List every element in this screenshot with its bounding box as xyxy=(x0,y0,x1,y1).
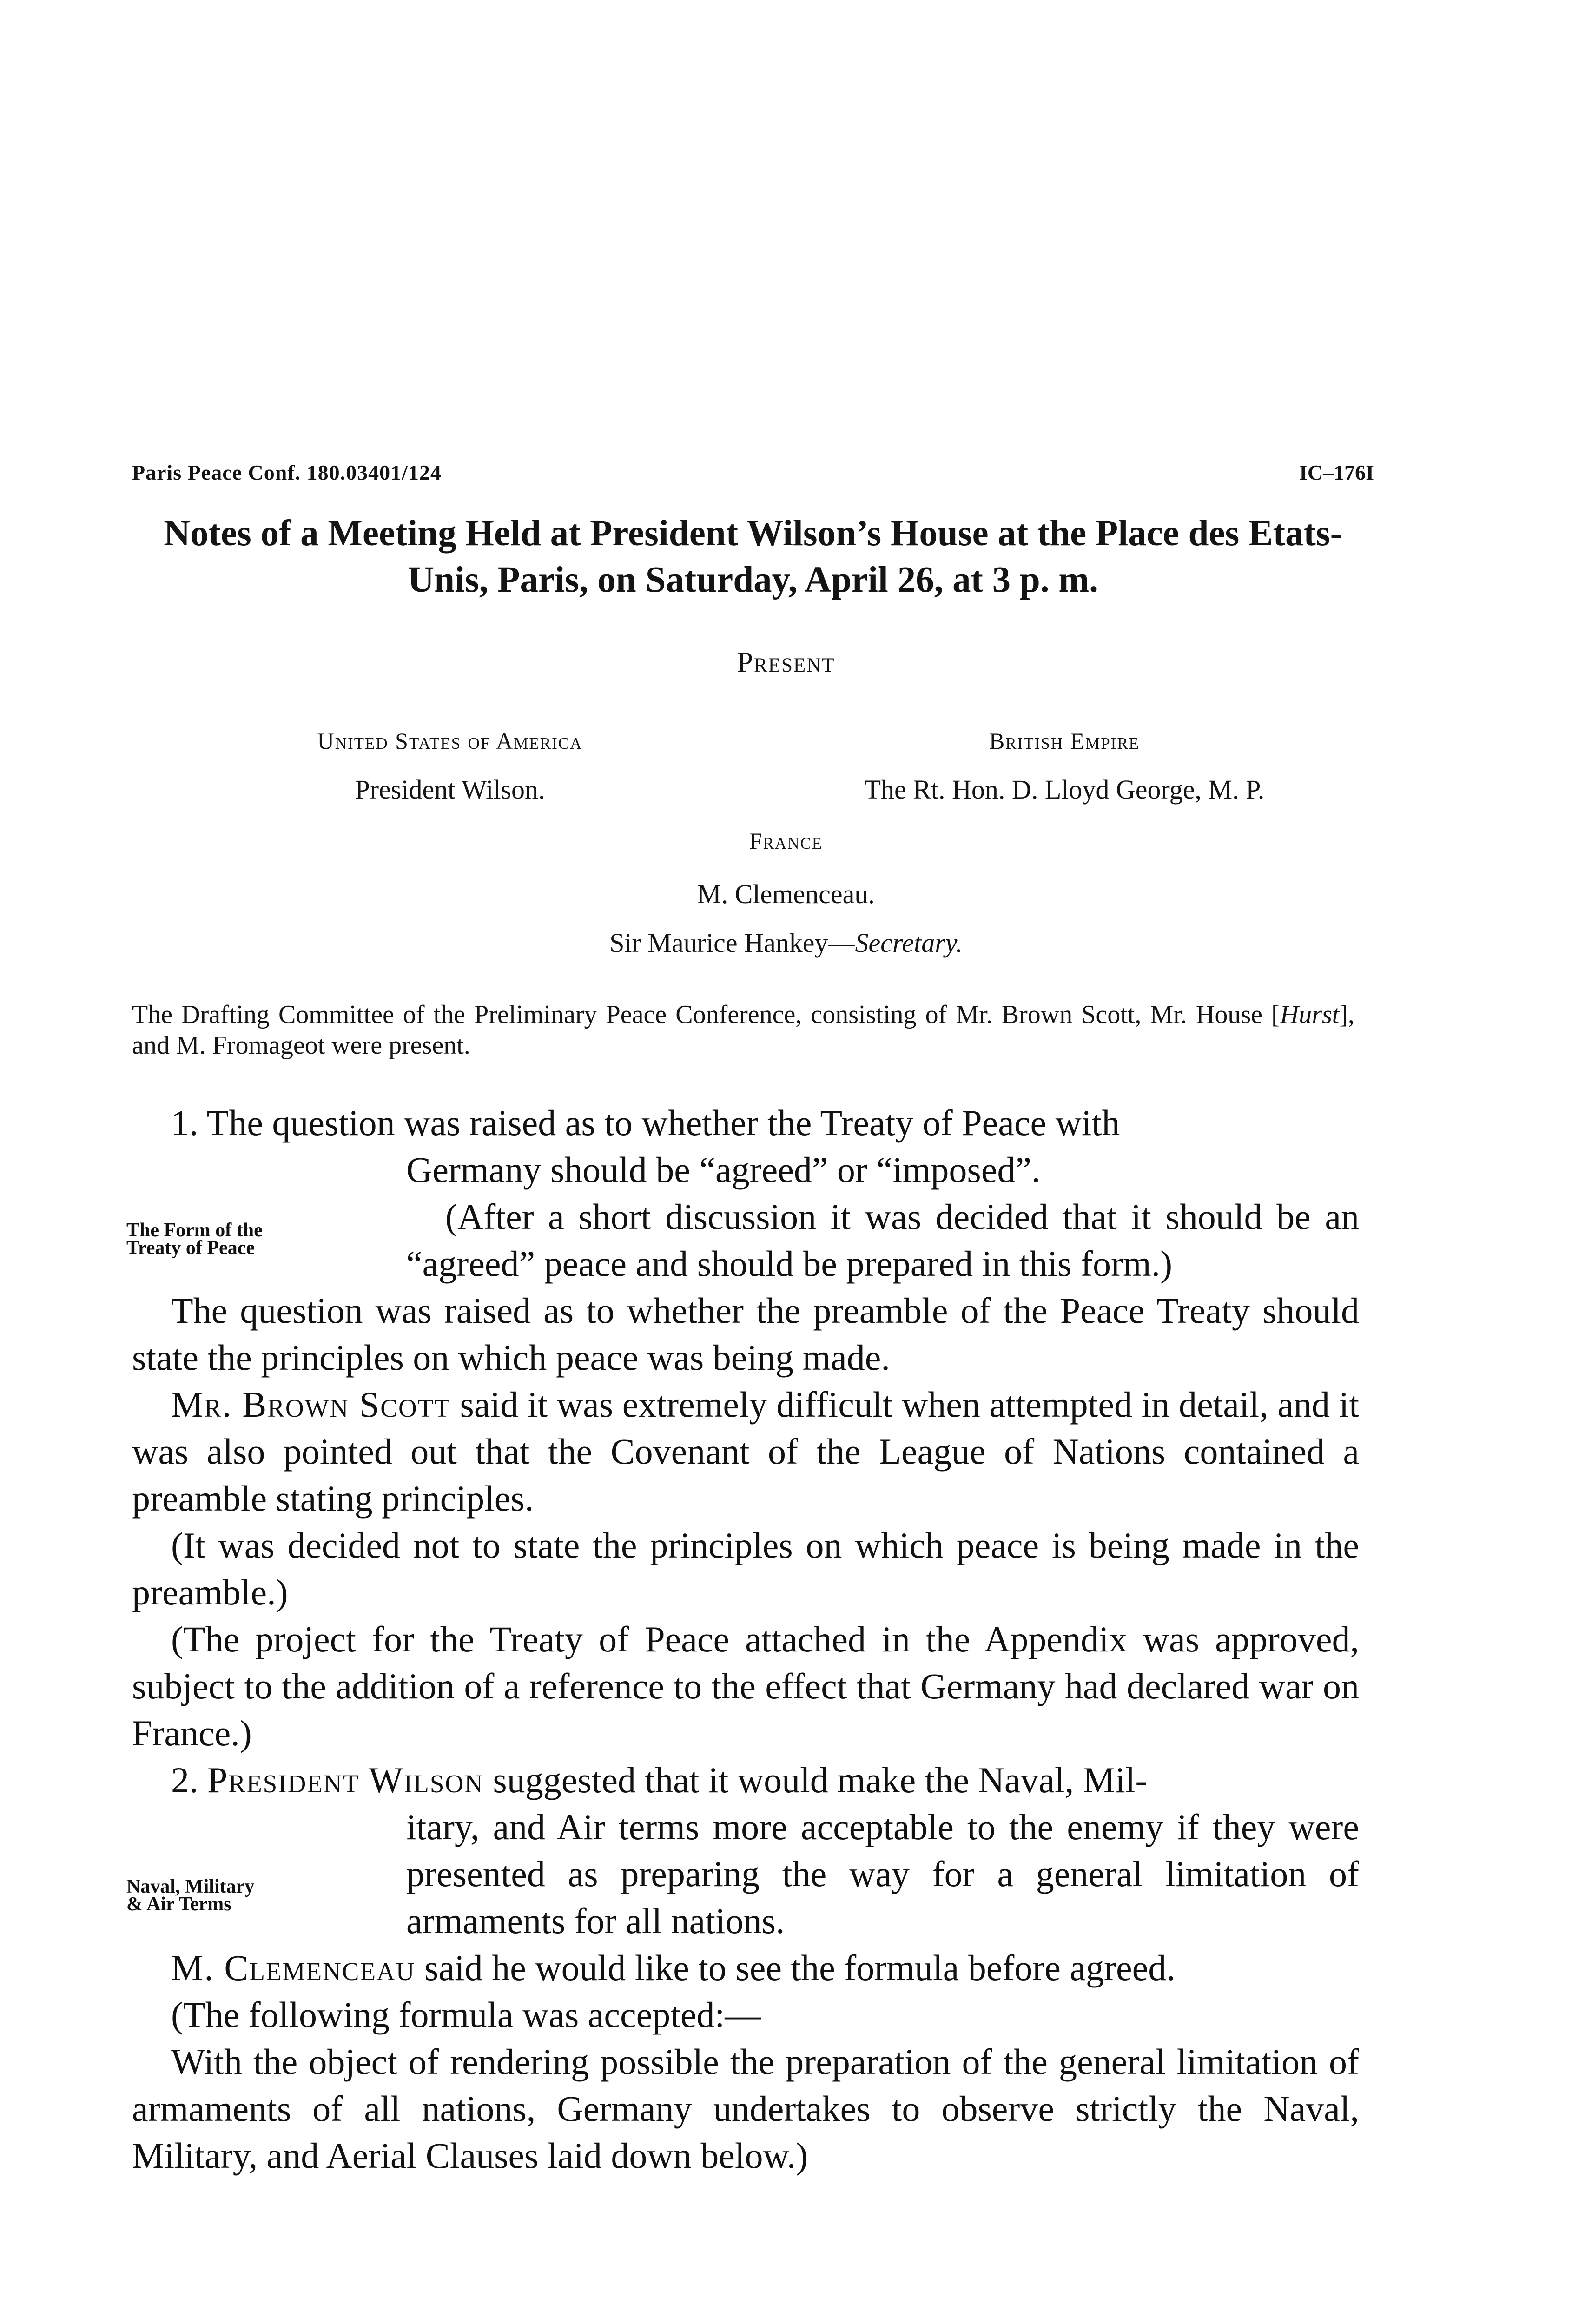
paragraph-7-continuation: itary, and Air terms more acceptable to the enemy if they were presented as preparing the way for a general limitation of armaments for all nations. xyxy=(406,1807,1359,1941)
margin-note-form-of-treaty: The Form of the Treaty of Peace xyxy=(126,1220,263,1259)
paragraph-1-first-line: 1. The question was raised as to whether the Treaty of Peace with xyxy=(171,1103,1120,1143)
paragraph-2: (After a short discussion it was decided that it should be an “agreed” peace and should be prepared in this form.) xyxy=(406,1196,1359,1284)
paragraph-8-text: said he would like to see the formula before agreed. xyxy=(415,1948,1176,1988)
paragraph-6: (The project for the Treaty of Peace attached in the Appendix was approved, subject to the addition of a reference to the effect that Germany had declared war on France.) xyxy=(132,1619,1359,1753)
paragraph-8 xyxy=(132,1944,1359,1991)
margin-note-naval-military-air: Naval, Military & Air Terms xyxy=(126,1876,255,1915)
secretary-name: Sir Maurice Hankey— xyxy=(609,928,855,958)
speaker-brown-scott: Mr. Brown Scott xyxy=(171,1384,451,1425)
british-delegate: The Rt. Hon. D. Lloyd George, M. P. xyxy=(864,774,1265,805)
paragraph-5: (It was decided not to state the principles on which peace is being made in the preamble.) xyxy=(132,1525,1359,1612)
paragraph-3: The question was raised as to whether the preamble of the Peace Treaty should state the principles on which peace was being made. xyxy=(132,1290,1359,1378)
us-delegate: President Wilson. xyxy=(355,774,545,805)
page-title: Notes of a Meeting Held at President Wilson’s House at the Place des Etats-Unis, Paris, on Saturday, April 26, at 3 p. m. xyxy=(164,513,1342,600)
document-reference: IC–176I xyxy=(1299,461,1374,484)
speaker-president-wilson: President Wilson xyxy=(207,1760,484,1800)
paragraph-7-first-line xyxy=(132,1756,1359,1803)
paragraph-4 xyxy=(132,1381,1359,1522)
secretary-line xyxy=(0,927,1572,958)
paragraph-7-text-a: suggested that it would make the Naval, Mil- xyxy=(483,1760,1148,1800)
drafting-text-2: ], and M. Fromageot were present. xyxy=(132,1000,1354,1060)
file-reference: Paris Peace Conf. 180.03401/124 xyxy=(132,461,442,484)
body-text xyxy=(132,1099,1359,2179)
france-delegation-heading: France xyxy=(749,828,823,854)
paragraph-9: (The following formula was accepted:— xyxy=(171,1994,761,2035)
speaker-clemenceau: M. Clemenceau xyxy=(171,1948,416,1988)
paragraph-10: With the object of rendering possible the preparation of the general limitation of armaments of all nations, Germany undertakes to observe strictly the Naval, Military, and Aerial Clauses laid down below.) xyxy=(132,2041,1359,2176)
france-delegate: M. Clemenceau. xyxy=(697,879,875,909)
paragraph-7-number: 2. xyxy=(171,1760,207,1800)
present-heading: Present xyxy=(737,647,835,678)
british-delegation-heading: British Empire xyxy=(989,728,1140,754)
us-delegation-heading: United States of America xyxy=(317,728,583,754)
drafting-committee-note xyxy=(132,999,1354,1061)
paragraph-1-continuation: Germany should be “agreed” or “imposed”. xyxy=(406,1149,1041,1190)
drafting-text-1: The Drafting Committee of the Preliminary Peace Conference, consisting of Mr. Brown Scott, Mr. House [ xyxy=(132,1000,1280,1029)
drafting-hurst: Hurst xyxy=(1280,1000,1340,1029)
secretary-role: Secretary. xyxy=(855,928,963,958)
paragraph-4-text: said it was extremely difficult when attempted in detail, and it was also pointed out that the Covenant of the League of Nations contained a preamble stating principles. xyxy=(132,1384,1359,1519)
